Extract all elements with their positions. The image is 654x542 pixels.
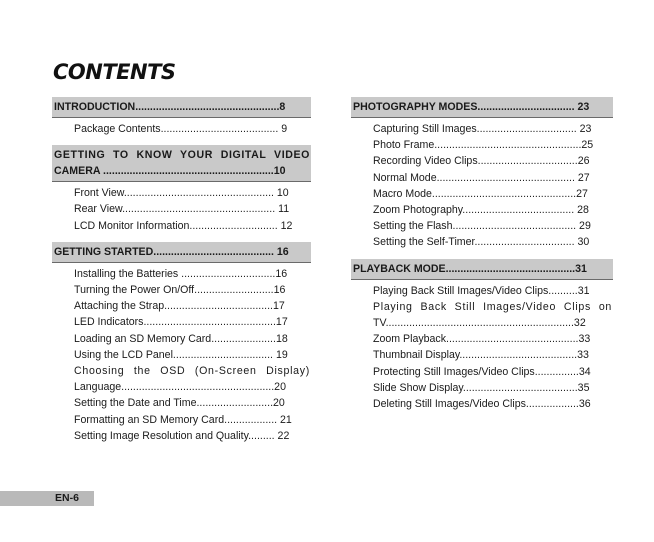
toc-entry[interactable]: Protecting Still Images/Video Clips...............34 [373,365,591,378]
page-number: EN-6 [55,492,79,504]
toc-entry[interactable]: Slide Show Display.......................................35 [373,381,590,394]
toc-entry[interactable]: Photo Frame..................................................25 [373,139,594,152]
toc-entry[interactable]: Setting the Flash.......................................... 29 [373,220,591,233]
toc-entry[interactable]: Playing Back Still Images/Video Clips..........31 [373,284,590,297]
toc-entry[interactable]: LED Indicators.............................................17 [74,316,288,329]
toc-entry[interactable]: Attaching the Strap.....................................17 [74,300,285,313]
toc-entry[interactable]: LCD Monitor Information.............................. 12 [74,219,293,232]
toc-entry[interactable]: Using the LCD Panel.................................. 19 [74,348,288,361]
page-number-tab [0,491,94,506]
toc-section-photography-modes [351,97,613,251]
toc-entry[interactable]: Normal Mode............................................... 27 [373,171,590,184]
toc-right-column [351,97,613,420]
toc-entry[interactable]: Formatting an SD Memory Card.................. 21 [74,413,292,426]
toc-entry[interactable]: Setting the Self-Timer.................................. 30 [373,236,590,249]
toc-entry[interactable]: Rear View.................................................... 11 [74,203,290,216]
section-heading[interactable] [52,97,311,118]
toc-section-getting-to-know [52,145,311,234]
section-heading-line: PHOTOGRAPHY MODES................................. 23 [353,101,590,113]
toc-entry[interactable]: Setting the Date and Time..........................20 [74,397,285,410]
toc-entry[interactable]: Capturing Still Images.................................. 23 [373,123,592,135]
toc-entry[interactable]: Turning the Power On/Off...........................16 [74,284,286,297]
section-heading-line: PLAYBACK MODE............................................31 [353,262,587,275]
toc-entry[interactable]: Zoom Playback.............................................33 [373,333,591,346]
toc-section-getting-started [52,242,311,444]
toc-left-column [52,97,311,452]
toc-entry[interactable]: Zoom Photography...................................... 28 [373,204,589,217]
toc-entry[interactable]: Thumbnail Display........................................33 [373,349,589,362]
section-heading-line: GETTING STARTED......................................... 16 [54,245,289,258]
toc-entry[interactable]: Loading an SD Memory Card......................18 [74,332,288,345]
section-heading[interactable] [351,97,613,118]
toc-entry[interactable]: Installing the Batteries ................................16 [74,267,288,280]
section-heading-line: GETTING TO KNOW YOUR DIGITAL VIDEO [54,149,310,162]
toc-entry[interactable]: Package Contents........................................ 9 [74,123,288,135]
section-heading-line: INTRODUCTION.................................................8 [54,101,286,113]
toc-section-introduction [52,97,311,137]
section-heading-line: CAMERA ..........................................................10 [54,165,286,178]
toc-entry[interactable]: Macro Mode.................................................27 [373,187,588,200]
page-title: CONTENTS [53,60,176,84]
toc-entry[interactable]: Playing Back Still Images/Video Clips on [373,300,612,313]
section-heading[interactable] [52,242,311,263]
toc-entry[interactable]: Front View................................................... 10 [74,187,289,200]
toc-entry[interactable]: Deleting Still Images/Video Clips..................36 [373,398,591,411]
toc-entry[interactable]: Setting Image Resolution and Quality......... 22 [74,429,290,442]
section-heading[interactable] [52,145,311,182]
toc-entry[interactable]: Language....................................................20 [74,381,286,394]
section-heading[interactable] [351,259,613,280]
toc-entry[interactable]: Recording Video Clips..................................26 [373,155,590,168]
toc-entry[interactable]: TV................................................................32 [373,317,586,330]
toc-section-playback-mode [351,259,613,413]
toc-entry[interactable]: Choosing the OSD (On-Screen Display) [74,365,310,378]
